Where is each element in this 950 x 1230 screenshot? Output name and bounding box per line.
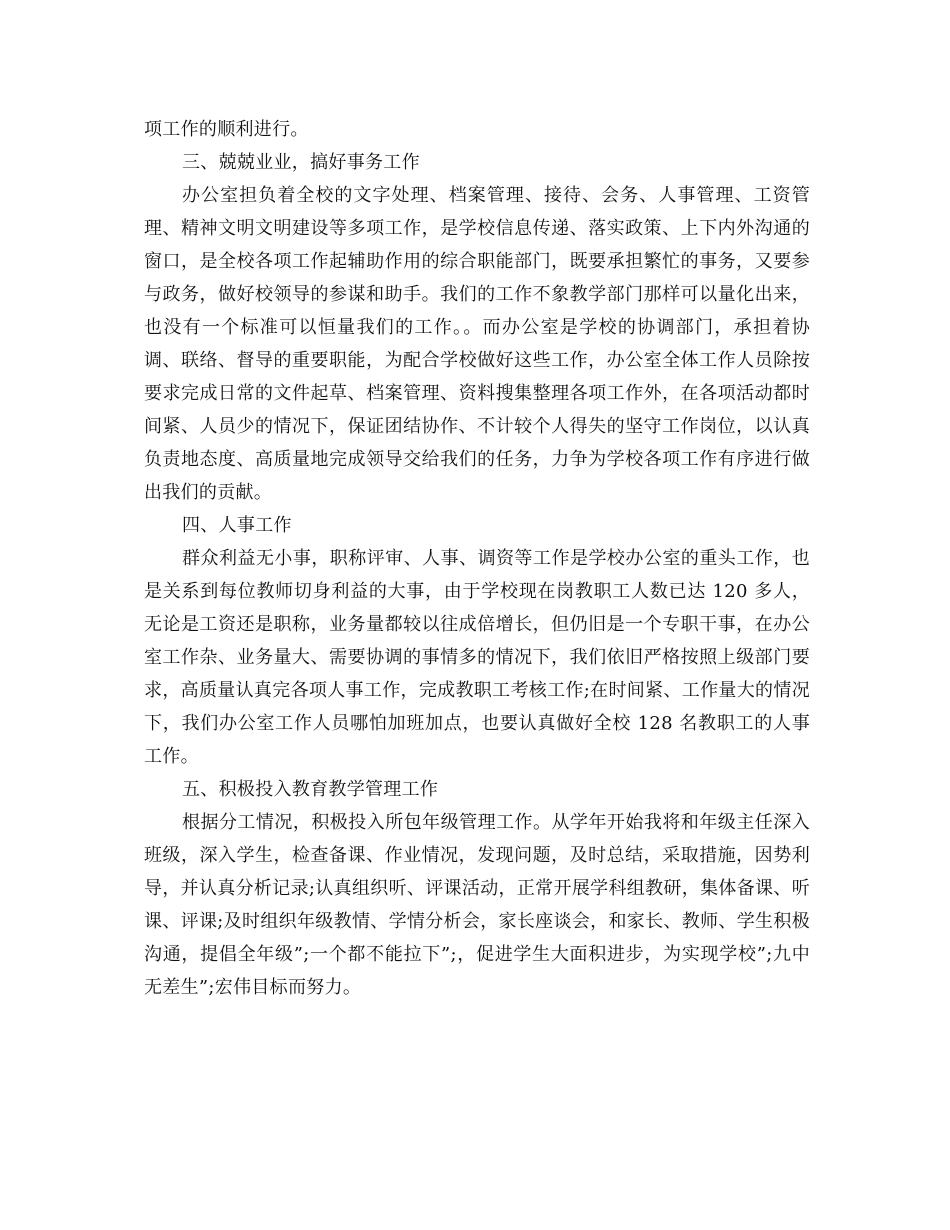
section-heading-5: 五、积极投入教育教学管理工作 — [182, 779, 439, 800]
paragraph-personnel-work: 群众利益无小事，职称评审、人事、调资等工作是学校办公室的重头工作，也是关系到每位教师切身利益的大事，由于学校现在岗教职工人数已达 120 多人，无论是工资还是职称，业务量都较以往成倍增长，但仍旧是一个专职干事，在办公室工作杂、业务量大、需要协调的事情多的情况下，我们依旧严格按照上级部门要求，高质量认真完各项人事工作，完成教职工考核工作;在时间紧、工作量大的情况下，我们办公室工作人员哪怕加班加点，也要认真做好全校 128 名教职工的人事工作。 — [144, 548, 810, 767]
section-heading-3: 三、兢兢业业，搞好事务工作 — [182, 152, 420, 173]
paragraph-office-work: 办公室担负着全校的文字处理、档案管理、接待、会务、人事管理、工资管理、精神文明文明建设等多项工作，是学校信息传递、落实政策、上下内外沟通的窗口，是全校各项工作起辅助作用的综合职能部门，既要承担繁忙的事务，又要参与政务，做好校领导的参谋和助手。我们的工作不象教学部门那样可以量化出来，也没有一个标准可以恒量我们的工作。。而办公室是学校的协调部门，承担着协调、联络、督导的重要职能，为配合学校做好这些工作，办公室全体工作人员除按要求完成日常的文件起草、档案管理、资料搜集整理各项工作外，在各项活动都时间紧、人员少的情况下，保证团结协作、不计较个人得失的坚守工作岗位，以认真负责地态度、高质量地完成领导交给我们的任务，力争为学校各项工作有序进行做出我们的贡献。 — [144, 185, 810, 503]
document-body — [144, 113, 810, 1004]
paragraph-continued: 项工作的顺利进行。 — [144, 119, 309, 140]
section-heading-4: 四、人事工作 — [182, 515, 292, 536]
paragraph-teaching-management: 根据分工情况，积极投入所包年级管理工作。从学年开始我将和年级主任深入班级，深入学生，检查备课、作业情况，发现问题，及时总结，采取措施，因势利导，并认真分析记录;认真组织听、评课活动，正常开展学科组教研，集体备课、听课、评课;及时组织年级教情、学情分析会，家长座谈会，和家长、教师、学生积极沟通，提倡全年级”;一个都不能拉下”;，促进学生大面积进步，为实现学校”;九中无差生”;宏伟目标而努力。 — [144, 812, 810, 998]
